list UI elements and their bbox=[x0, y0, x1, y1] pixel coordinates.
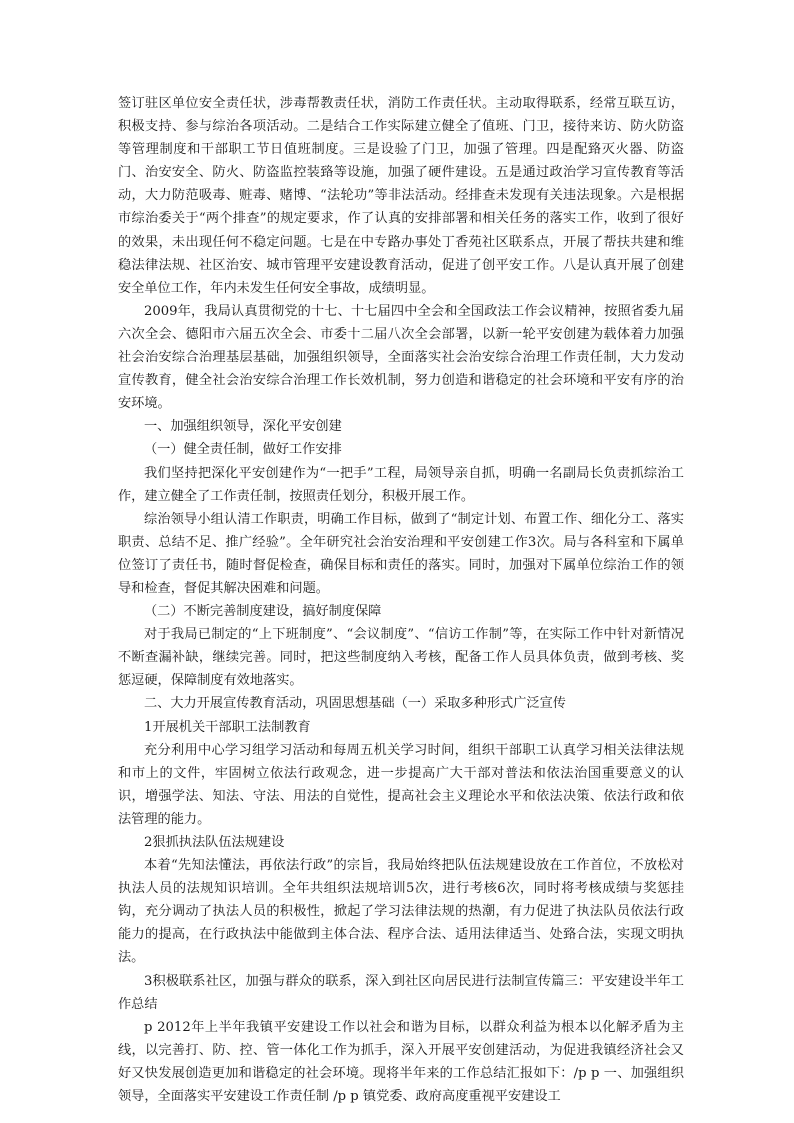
paragraph: 签订驻区单位安全责任状，涉毒帮教责任状，消防工作责任状。主动取得联系，经常互联互访，积极支持、参与综治各项活动。二是结合工作实际建立健全了值班、门卫，接待来访、防火防盗等管理制度和干部职工节日值班制度。三是设验了门卫，加强了管理。四是配臵灭火器、防盗门、治安安全、防火、防盗监控装臵等设施，加强了硬件建设。五是通过政治学习宣传教育等活动，大力防范吸毒、赃毒、赌博、“法轮功”等非法活动。经排查未发现有关违法现象。六是根据市综治委关于“两个排查”的规定要求，作了认真的安排部署和相关任务的落实工作，收到了很好的效果，未出现任何不稳定问题。七是在中专路办事处丁香苑社区联系点，开展了帮扶共建和维稳法律法规、社区治安、城市管理平安建设教育活动，促进了创平安工作。八是认真开展了创建安全单位工作，年内未发生任何安全事故，成绩明显。 bbox=[118, 96, 684, 296]
paragraph: 本着“先知法懂法，再依法行政”的宗旨，我局始终把队伍法规建设放在工作首位，不放松对执法人员的法规知识培训。全年共组织法规培训5次，进行考核6次，同时将考核成绩与奖惩挂钩，充分调动了执法人员的积极性，掀起了学习法律法规的热潮，有力促进了执法队员依法行政能力的提高，在行政执法中能做到主体合法、程序合法、适用法律适当、处臵合法，实现文明执法。 bbox=[118, 858, 684, 966]
paragraph: p 2012年上半年我镇平安建设工作以社会和谐为目标，以群众利益为根本以化解矛盾为主线，以完善打、防、控、管一体化工作为抓手，深入开展平安创建活动，为促进我镇经济社会又好又快发展创造更加和谐稳定的社会环境。现将半年来的工作总结汇报如下：/p p 一、加强组织领导，全面落实平安建设工作责任制 /p p 镇党委、政府高度重视平安建设工 bbox=[118, 1019, 684, 1105]
paragraph: 2009年，我局认真贯彻党的十七、十七届四中全会和全国政法工作会议精神，按照省委九届六次全会、德阳市六届五次全会、市委十二届八次全会部署，以新一轮平安创建为载体着力加强社会治安综合治理基层基础，加强组织领导，全面落实社会治安综合治理工作责任制，大力发动宣传教育，健全社会治安综合治理工作长效机制，努力创造和谐稳定的社会环境和平安有序的治安环境。 bbox=[118, 303, 684, 412]
item-heading: 3积极联系社区，加强与群众的联系，深入到社区向居民进行法制宣传篇三：平安建设半年工作总结 bbox=[118, 973, 684, 1012]
paragraph: 对于我局已制定的“上下班制度”、“会议制度”、“信访工作制”等，在实际工作中针对新情况不断查漏补缺，继续完善。同时，把这些制度纳入考核，配备工作人员具体负责，做到考核、奖惩逗硬，保障制度有效地落实。 bbox=[118, 627, 684, 689]
item-heading: 1开展机关干部职工法制教育 bbox=[144, 719, 311, 735]
item-heading: 2狠抓执法队伍法规建设 bbox=[144, 835, 285, 850]
paragraph: 综治领导小组认清工作职责，明确工作目标，做到了“制定计划、布置工作、细化分工、落实职责、总结不足、推广经验”。全年研究社会治安治理和平安创建工作3次。局与各科室和下属单位签订了责任书，随时督促检查，确保目标和责任的落实。同时，加强对下属单位综治工作的领导和检查，督促其解决困难和问题。 bbox=[118, 511, 684, 596]
subsection-heading: （一）健全责任制，做好工作安排 bbox=[144, 442, 342, 458]
paragraph: 充分利用中心学习组学习活动和每周五机关学习时间，组织干部职工认真学习相关法律法规和市上的文件，牢固树立依法行政观念，进一步提高广大干部对普法和依法治国重要意义的认识，增强学法、知法、守法、用法的自觉性，提高社会主义理论水平和依法决策、依法行政和依法管理的能力。 bbox=[118, 742, 684, 827]
paragraph: 我们坚持把深化平安创建作为“一把手”工程，局领导亲自抓，明确一名副局长负责抓综治工作，建立健全了工作责任制，按照责任划分，积极开展工作。 bbox=[118, 465, 684, 504]
document-body bbox=[118, 92, 684, 1108]
subsection-heading: （二）不断完善制度建设，搞好制度保障 bbox=[144, 604, 382, 620]
section-heading: 二、大力开展宣传教育活动，巩固思想基础（一）采取多种形式广泛宣传 bbox=[144, 696, 566, 712]
section-heading: 一、加强组织领导，深化平安创建 bbox=[144, 419, 342, 435]
